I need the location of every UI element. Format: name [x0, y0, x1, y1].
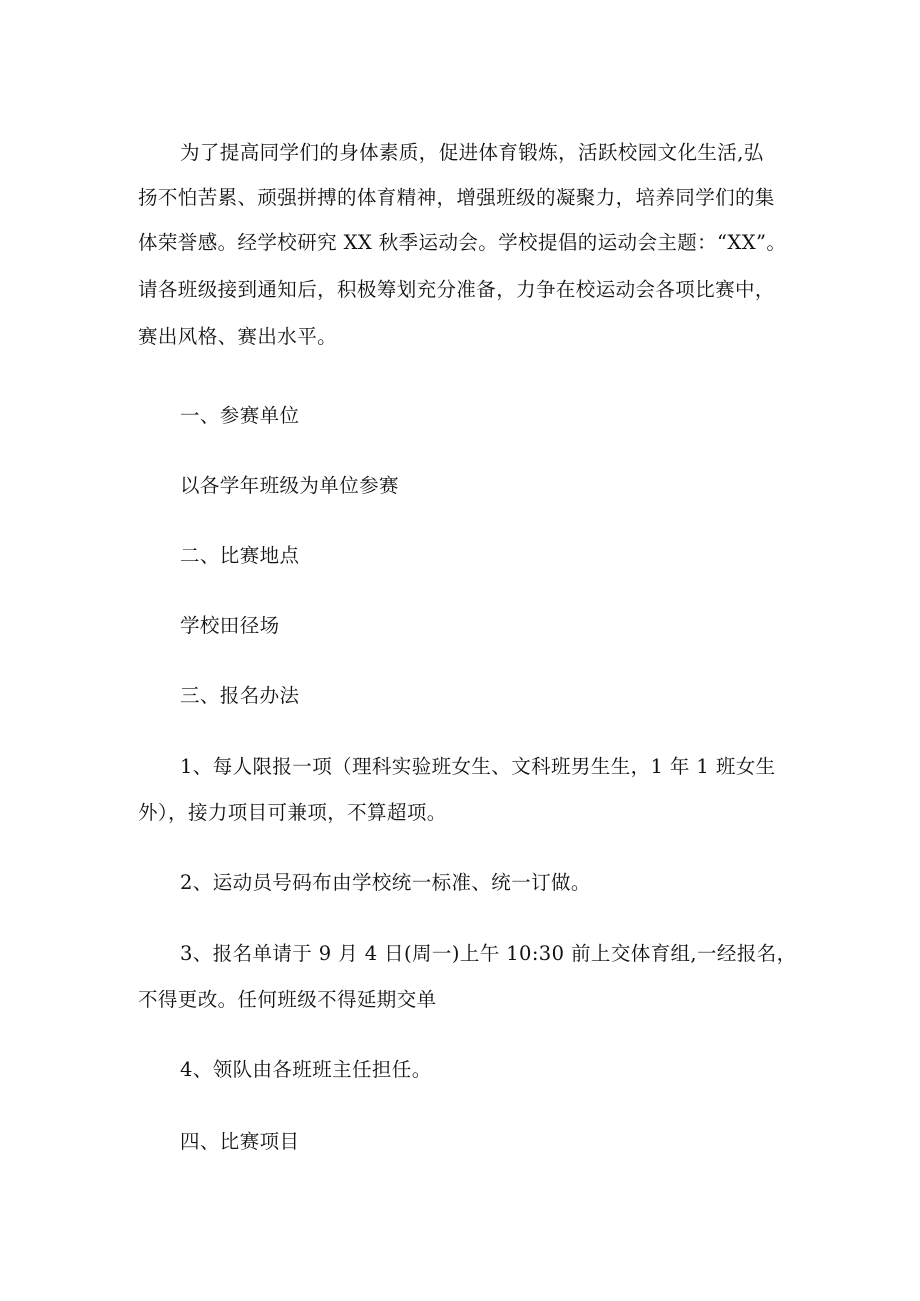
registration-item-1-line: 1、每人限报一项（理科实验班女生、文科班男生生，1 年 1 班女生	[180, 755, 776, 778]
registration-item-1-line: 外），接力项目可兼项，不算超项。	[138, 801, 447, 824]
intro-paragraph-line: 扬不怕苦累、顽强拼搏的体育精神，增强班级的凝聚力，培养同学们的集	[138, 186, 775, 209]
section-body-venue: 学校田径场	[180, 614, 280, 637]
section-heading-participants: 一、参赛单位	[180, 404, 300, 427]
section-heading-events: 四、比赛项目	[180, 1130, 300, 1153]
section-body-participants: 以各学年班级为单位参赛	[180, 474, 399, 497]
intro-paragraph-line: 请各班级接到通知后，积极筹划充分准备，力争在校运动会各项比赛中，	[138, 278, 775, 301]
registration-item-4: 4、领队由各班班主任担任。	[180, 1058, 432, 1081]
registration-item-3-line: 不得更改。任何班级不得延期交单	[138, 988, 437, 1011]
intro-paragraph-line: 为了提高同学们的身体素质，促进体育锻炼，活跃校园文化生活,弘	[180, 141, 764, 164]
registration-item-3-line: 3、报名单请于 9 月 4 日(周一)上午 10:30 前上交体育组,一经报名，	[180, 942, 797, 965]
intro-paragraph-line: 赛出风格、赛出水平。	[138, 325, 338, 348]
intro-paragraph-line: 体荣誉感。经学校研究 XX 秋季运动会。学校提倡的运动会主题：“XX”。	[138, 231, 787, 254]
section-heading-venue: 二、比赛地点	[180, 544, 300, 567]
registration-item-2: 2、运动员号码布由学校统一标准、统一订做。	[180, 871, 591, 894]
section-heading-registration: 三、报名办法	[180, 684, 300, 707]
